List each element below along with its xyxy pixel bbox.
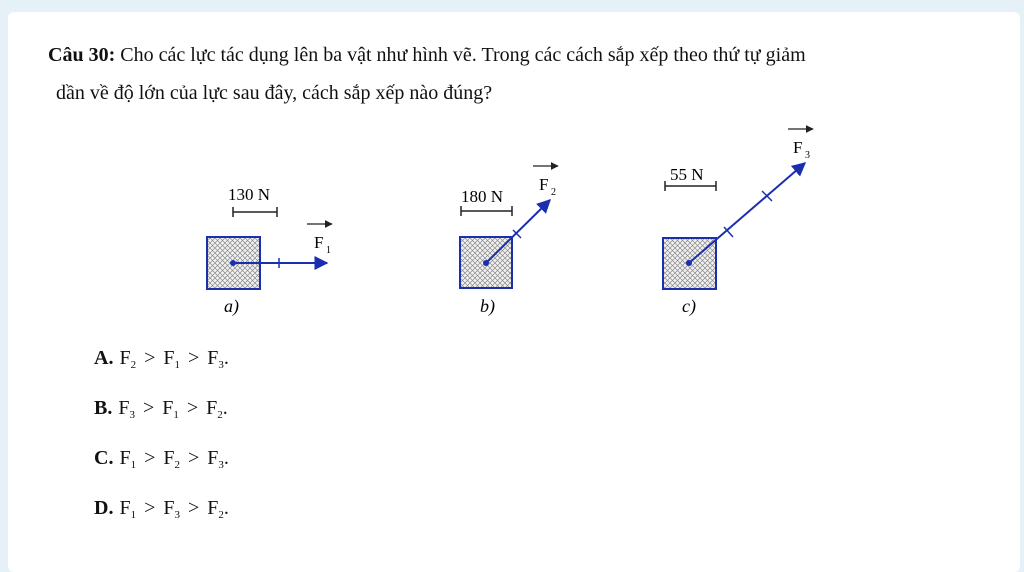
caption-a: a) xyxy=(224,296,239,316)
scale-a-bar xyxy=(233,207,277,217)
question-line-1 xyxy=(48,36,978,74)
question-stem-1: Cho các lực tác dụng lên ba vật như hình vẽ. Trong các cách sắp xếp theo thứ tự giảm xyxy=(120,44,806,66)
diagram-a xyxy=(207,185,332,317)
diagram-b xyxy=(460,166,558,317)
option-a[interactable]: A. $F_2 > F_1 > F_3$. xyxy=(94,347,229,371)
caption-b: b) xyxy=(480,296,495,316)
option-c[interactable]: C. $F_1 > F_2 > F_3$. xyxy=(94,447,229,471)
force-c-arrow xyxy=(689,163,805,263)
scale-a-label: 130 N xyxy=(228,185,271,204)
force-diagram xyxy=(180,118,860,338)
question-number: Câu 30: xyxy=(48,44,116,66)
scale-b-label: 180 N xyxy=(461,187,504,206)
force-b-label: F xyxy=(539,175,549,194)
scale-b-bar xyxy=(461,206,512,216)
force-b-arrow xyxy=(486,200,550,263)
svg-text:1: 1 xyxy=(326,245,331,256)
scale-c-label: 55 N xyxy=(670,165,704,184)
option-d[interactable]: D. $F_1 > F_3 > F_2$. xyxy=(94,497,229,521)
question-stem-2: dần về độ lớn của lực sau đây, cách sắp xếp nào đúng? xyxy=(56,82,493,104)
question-text xyxy=(48,36,978,112)
force-a-label: F xyxy=(314,233,324,252)
caption-c: c) xyxy=(682,296,696,316)
option-b[interactable]: B. $F_3 > F_1 > F_2$. xyxy=(94,397,228,421)
diagram-c xyxy=(663,129,813,317)
force-c-label: F xyxy=(793,138,803,157)
svg-text:3: 3 xyxy=(805,150,810,161)
svg-text:2: 2 xyxy=(551,187,556,198)
